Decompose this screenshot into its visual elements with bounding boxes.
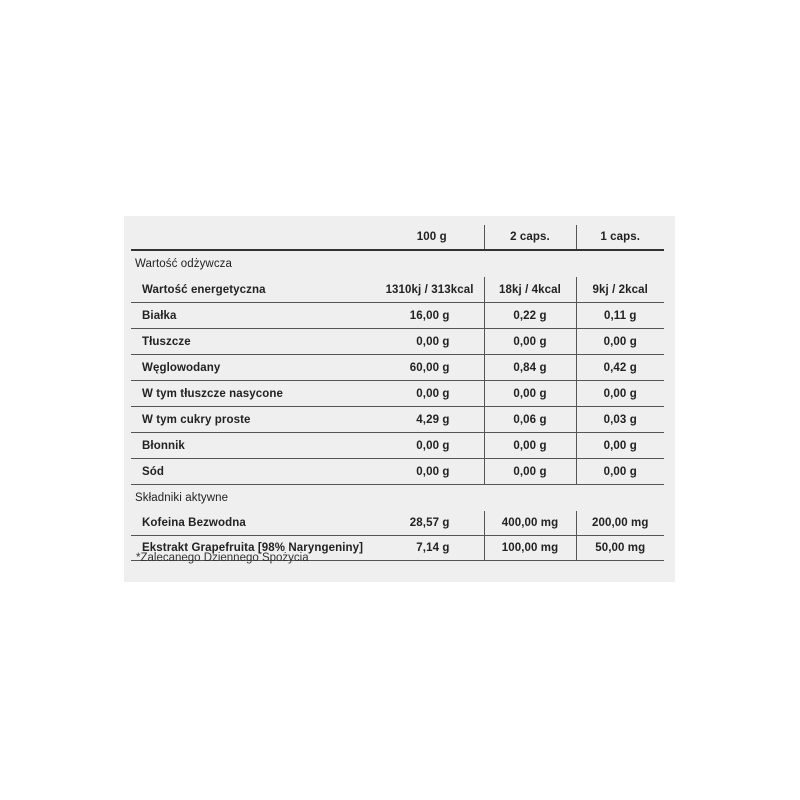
- value-2caps: 18kj / 4kcal: [484, 277, 576, 303]
- table-row: [131, 407, 664, 433]
- row-label: Węglowodany: [131, 355, 380, 381]
- value-1caps: 0,00 g: [576, 381, 664, 407]
- value-2caps: 0,84 g: [484, 355, 576, 381]
- row-label: Tłuszcze: [131, 329, 380, 355]
- value-1caps: 9kj / 2kcal: [576, 277, 664, 303]
- table-row: [131, 329, 664, 355]
- row-label: Błonnik: [131, 433, 380, 459]
- table-row: [131, 277, 664, 303]
- header-blank: [131, 225, 380, 250]
- value-2caps: 0,00 g: [484, 381, 576, 407]
- value-1caps: 0,03 g: [576, 407, 664, 433]
- row-label: Ekstrakt Grapefruita [98% Naryngeniny]: [131, 536, 380, 561]
- nutrition-table: [131, 225, 664, 561]
- table-header-row: [131, 225, 664, 250]
- row-label: Sód: [131, 459, 380, 485]
- value-100g: 4,29 g: [380, 407, 484, 433]
- value-100g: 7,14 g: [380, 536, 484, 561]
- section-title-nutrition: Wartość odżywcza: [135, 258, 233, 270]
- section-title-active: Składniki aktywne: [135, 492, 229, 504]
- value-1caps: 50,00 mg: [576, 536, 664, 561]
- value-100g: 28,57 g: [380, 511, 484, 536]
- table-row: [131, 511, 664, 536]
- table-row: [131, 381, 664, 407]
- row-label: W tym cukry proste: [131, 407, 380, 433]
- value-2caps: 0,22 g: [484, 303, 576, 329]
- value-2caps: 0,00 g: [484, 459, 576, 485]
- value-100g: 16,00 g: [380, 303, 484, 329]
- value-1caps: 0,00 g: [576, 329, 664, 355]
- value-1caps: 0,11 g: [576, 303, 664, 329]
- footnote: *Zalecanego Dziennego Spożycia: [136, 552, 309, 564]
- column-header-100g: 100 g: [380, 225, 484, 250]
- row-label: Wartość energetyczna: [131, 277, 380, 303]
- value-1caps: 0,00 g: [576, 459, 664, 485]
- value-2caps: 100,00 mg: [484, 536, 576, 561]
- column-header-2caps: 2 caps.: [484, 225, 576, 250]
- value-1caps: 200,00 mg: [576, 511, 664, 536]
- value-1caps: 0,00 g: [576, 433, 664, 459]
- value-2caps: 0,06 g: [484, 407, 576, 433]
- column-header-1caps: 1 caps.: [576, 225, 664, 250]
- value-100g: 60,00 g: [380, 355, 484, 381]
- value-100g: 0,00 g: [380, 433, 484, 459]
- table-row: [131, 433, 664, 459]
- value-2caps: 0,00 g: [484, 329, 576, 355]
- value-100g: 0,00 g: [380, 329, 484, 355]
- table-row: [131, 355, 664, 381]
- value-2caps: 400,00 mg: [484, 511, 576, 536]
- table-row: [131, 303, 664, 329]
- row-label: Kofeina Bezwodna: [131, 511, 380, 536]
- value-1caps: 0,42 g: [576, 355, 664, 381]
- nutrition-panel: [124, 216, 675, 582]
- value-100g: 0,00 g: [380, 381, 484, 407]
- table-row: [131, 459, 664, 485]
- section-row: [131, 485, 664, 512]
- value-2caps: 0,00 g: [484, 433, 576, 459]
- value-100g: 1310kj / 313kcal: [380, 277, 484, 303]
- section-row: [131, 250, 664, 277]
- row-label: W tym tłuszcze nasycone: [131, 381, 380, 407]
- row-label: Białka: [131, 303, 380, 329]
- value-100g: 0,00 g: [380, 459, 484, 485]
